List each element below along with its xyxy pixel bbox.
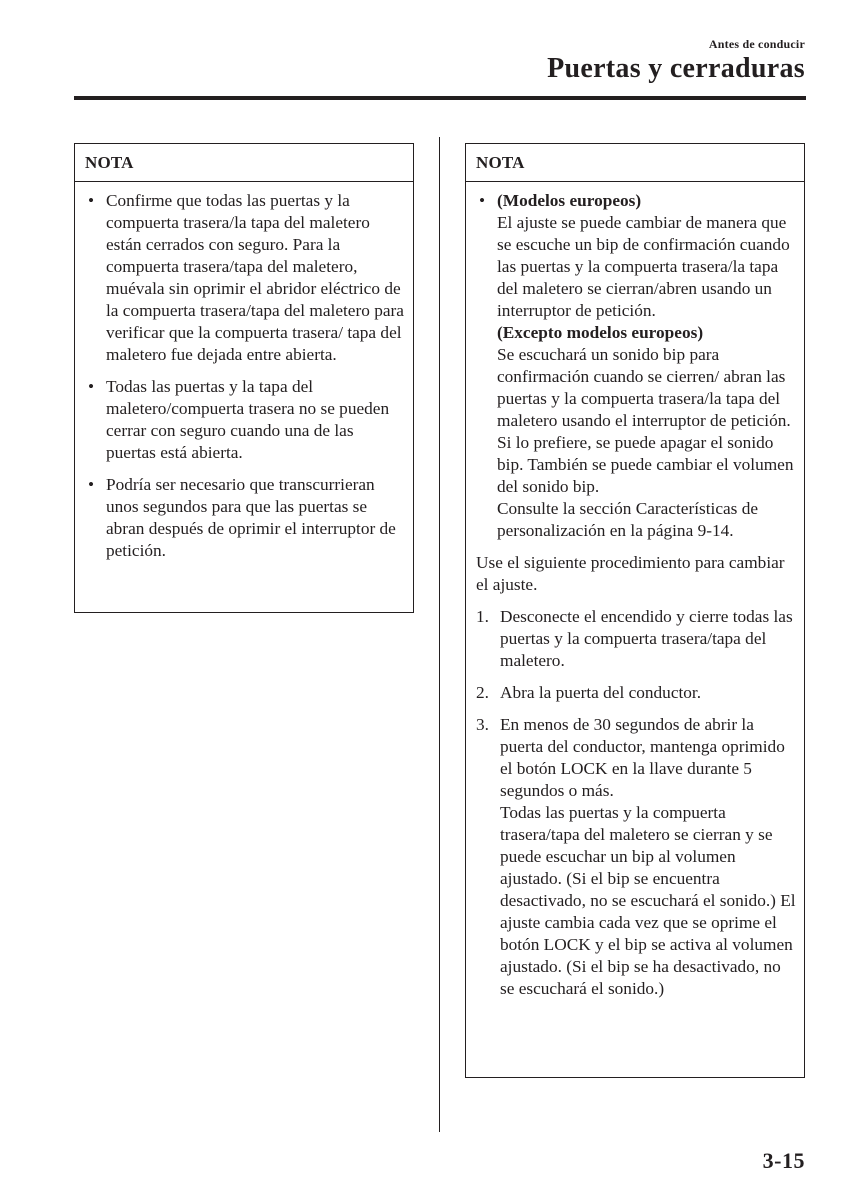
note-body (75, 182, 413, 562)
step-number: 1. (476, 607, 489, 626)
bullet-icon: • (88, 377, 95, 396)
note-text: Se escuchará un sonido bip para confirmación cuando se cierren/ abran las puertas y la compuerta trasera/la tapa del maletero usando el interruptor de petición. Si lo prefiere, se puede apagar el sonido bip. También se puede cambiar el volumen del sonido bip. (497, 345, 794, 496)
bullet-icon: • (479, 191, 486, 210)
bullet-item (85, 376, 405, 464)
note-label: NOTA (75, 144, 413, 182)
step-text: En menos de 30 segundos de abrir la puerta del conductor, mantenga oprimido el botón LOCK en la llave durante 5 segundos o más. (500, 715, 785, 800)
note-body (466, 182, 804, 1000)
step-text: Desconecte el encendido y cierre todas las puertas y la compuerta trasera/tapa del maletero. (500, 607, 793, 670)
header-rule (74, 96, 806, 100)
bullet-text: Todas las puertas y la tapa del maletero/compuerta trasera no se pueden cerrar con seguro cuando una de las puertas está abierta. (106, 377, 390, 462)
step-text: Abra la puerta del conductor. (500, 683, 702, 702)
bullet-text: Confirme que todas las puertas y la compuerta trasera/la tapa del maletero están cerrados con seguro. Para la compuerta trasera/tapa del maletero, muévala sin oprimir el abridor eléctrico de la compuerta trasera/tapa del maletero para verificar que la compuerta trasera/ tapa del maletero fue dejada entre abierta. (106, 191, 404, 364)
procedure-step (476, 714, 796, 1000)
page-number: 3-15 (762, 1148, 805, 1173)
bullet-item (85, 474, 405, 562)
bullet-text: Podría ser necesario que transcurrieran unos segundos para que las puertas se abran después de oprimir el interruptor de petición. (106, 475, 396, 560)
column-divider (439, 137, 440, 1132)
note-text: El ajuste se puede cambiar de manera que se escuche un bip de confirmación cuando las puertas y la compuerta trasera/la tapa del maletero se cierran/abren usando un interruptor de petición. (497, 213, 790, 320)
bullet-icon: • (88, 191, 95, 210)
note-box-right (465, 143, 805, 1078)
procedure-step (476, 682, 796, 704)
note-subheading-european: (Modelos europeos) (497, 191, 642, 210)
procedure-intro: Use el siguiente procedimiento para cambiar el ajuste. (476, 553, 785, 594)
note-box-left (74, 143, 414, 613)
page-title: Puertas y cerraduras (547, 53, 805, 84)
procedure-step (476, 606, 796, 672)
note-label: NOTA (466, 144, 804, 182)
bullet-icon: • (88, 475, 95, 494)
step-number: 3. (476, 715, 489, 734)
section-label: Antes de conducir (708, 37, 805, 51)
step-number: 2. (476, 683, 489, 702)
note-reference: Consulte la sección Características de personalización en la página 9-14. (497, 499, 759, 540)
note-subheading-non-european: (Excepto modelos europeos) (497, 323, 704, 342)
step-text: Todas las puertas y la compuerta trasera/tapa del maletero se cierran y se puede escuchar un bip al volumen ajustado. (Si el bip se encuentra desactivado, no se escuchará el sonido.) El ajuste cambia cada vez que se oprime el botón LOCK y el bip se activa al volumen ajustado. (Si el bip se ha desactivado, no se escuchará el sonido.) (500, 803, 796, 998)
bullet-item (476, 190, 796, 542)
bullet-item (85, 190, 405, 366)
